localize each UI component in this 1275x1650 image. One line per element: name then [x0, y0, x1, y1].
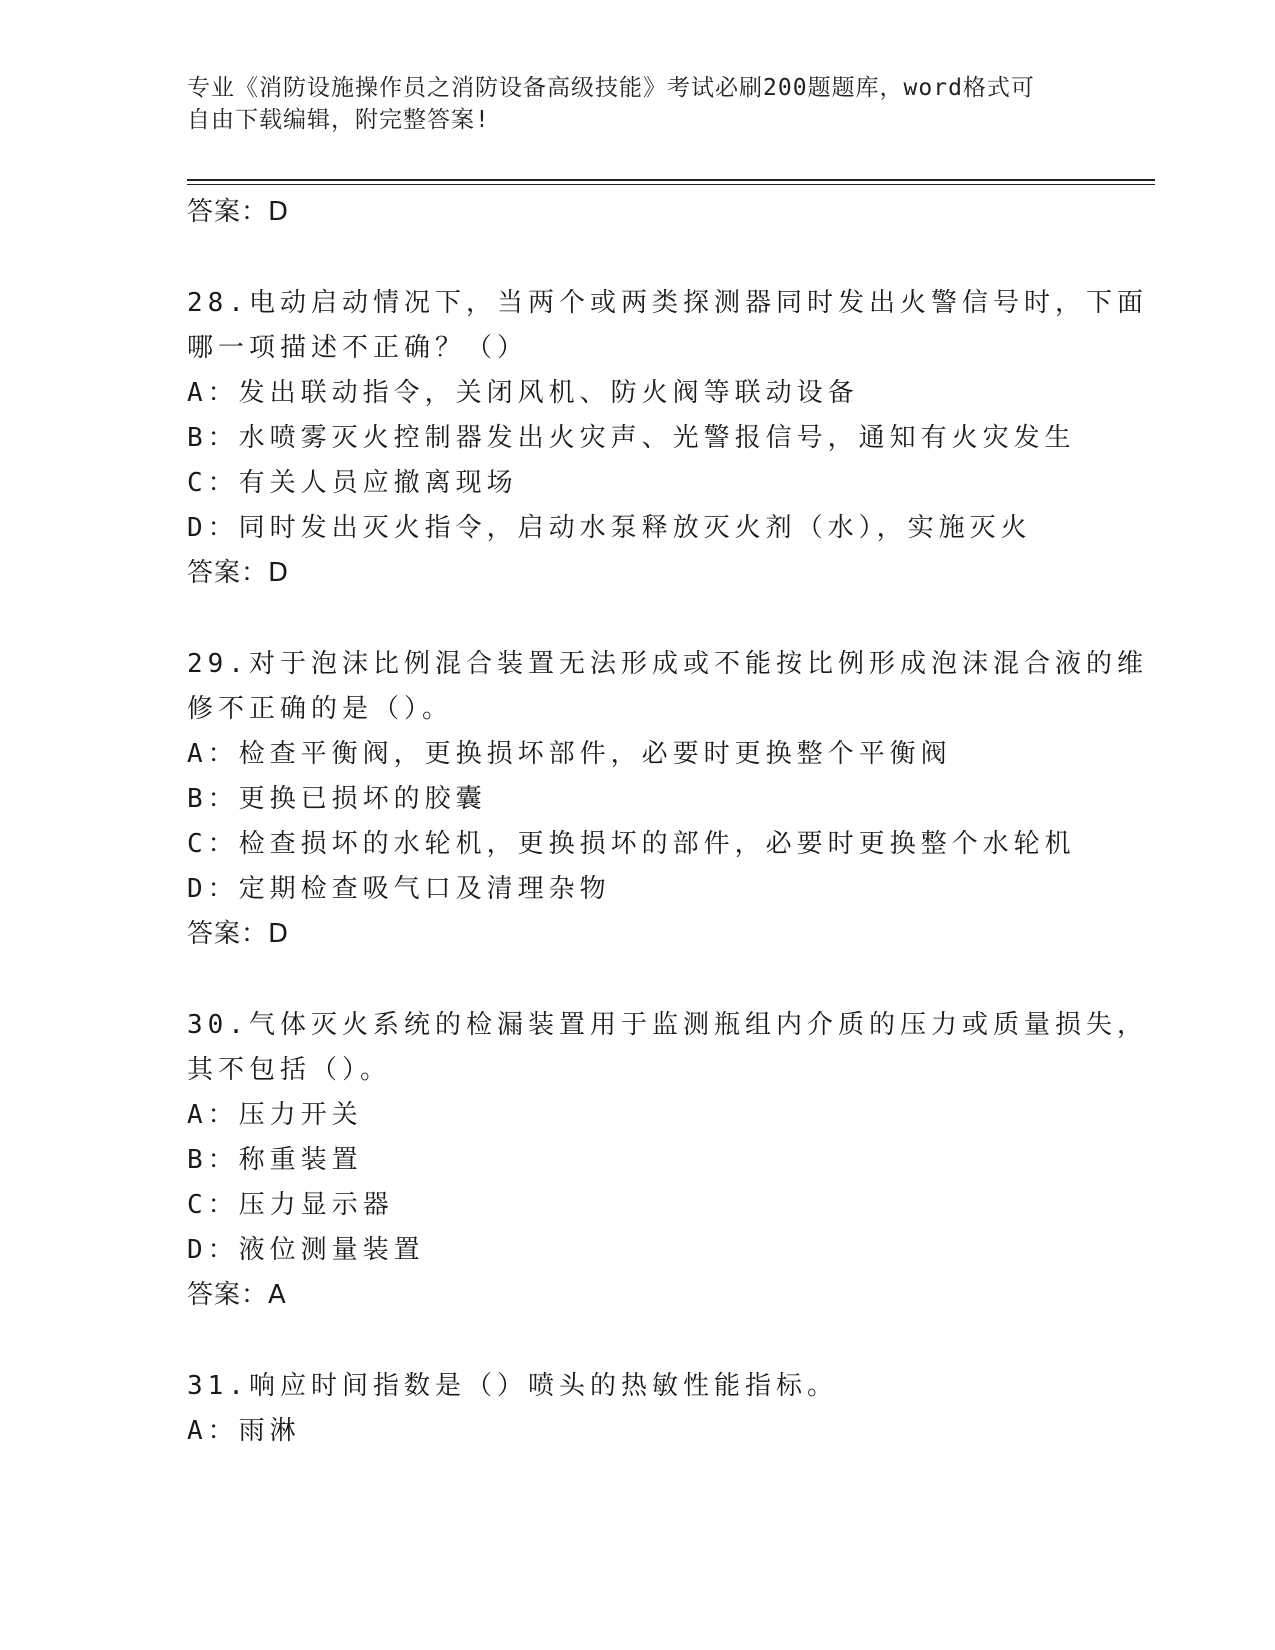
spacer [187, 956, 1087, 1003]
spacer [187, 595, 1087, 642]
page-header [187, 72, 1087, 136]
question-stem-line-2: 其不包括（）。 [187, 1055, 392, 1085]
header-line-2: 自由下载编辑，附完整答案! [187, 107, 490, 133]
question-stem-line-1: 29.对于泡沫比例混合装置无法形成或不能按比例形成泡沫混合液的维 [187, 649, 1148, 679]
option-b: B：水喷雾灭火控制器发出火灾声、光警报信号，通知有火灾发生 [187, 423, 1076, 453]
option-c: C：压力显示器 [187, 1190, 394, 1220]
header-rule-thin [187, 184, 1155, 185]
question-28 [187, 281, 1148, 595]
option-c: C：有关人员应撤离现场 [187, 468, 518, 498]
answer: 答案：D [187, 919, 290, 949]
question-31 [187, 1364, 1087, 1454]
question-stem-line-1: 28.电动启动情况下，当两个或两类探测器同时发出火警信号时，下面 [187, 288, 1148, 318]
spacer [187, 234, 1087, 281]
option-a: A：压力开关 [187, 1100, 363, 1130]
option-d: D：同时发出灭火指令，启动水泵释放灭火剂（水），实施灭火 [187, 513, 1032, 543]
question-stem-line-1: 30.气体灭火系统的检漏装置用于监测瓶组内介质的压力或质量损失， [187, 1010, 1148, 1040]
option-a: A：发出联动指令，关闭风机、防火阀等联动设备 [187, 378, 859, 408]
previous-answer: 答案：D [187, 197, 290, 227]
header-rule-thick [187, 179, 1155, 181]
question-stem-line-1: 31.响应时间指数是（）喷头的热敏性能指标。 [187, 1371, 838, 1401]
question-29 [187, 642, 1148, 956]
question-stem-line-2: 修不正确的是（）。 [187, 694, 454, 724]
option-d: D：液位测量装置 [187, 1235, 425, 1265]
spacer [187, 1317, 1087, 1364]
header-line-1: 专业《消防设施操作员之消防设备高级技能》考试必刷200题题库，word格式可 [187, 75, 1035, 101]
option-a: A：检查平衡阀，更换损坏部件，必要时更换整个平衡阀 [187, 739, 952, 769]
answer: 答案：A [187, 1280, 287, 1310]
answer: 答案：D [187, 558, 290, 588]
option-b: B：称重装置 [187, 1145, 363, 1175]
option-b: B：更换已损坏的胶囊 [187, 784, 487, 814]
option-c: C：检查损坏的水轮机，更换损坏的部件，必要时更换整个水轮机 [187, 829, 1076, 859]
option-d: D：定期检查吸气口及清理杂物 [187, 874, 611, 904]
question-stem-line-2: 哪一项描述不正确？（） [187, 333, 529, 363]
option-a: A：雨淋 [187, 1416, 301, 1446]
question-30 [187, 1003, 1148, 1317]
question-list [187, 190, 1148, 1454]
